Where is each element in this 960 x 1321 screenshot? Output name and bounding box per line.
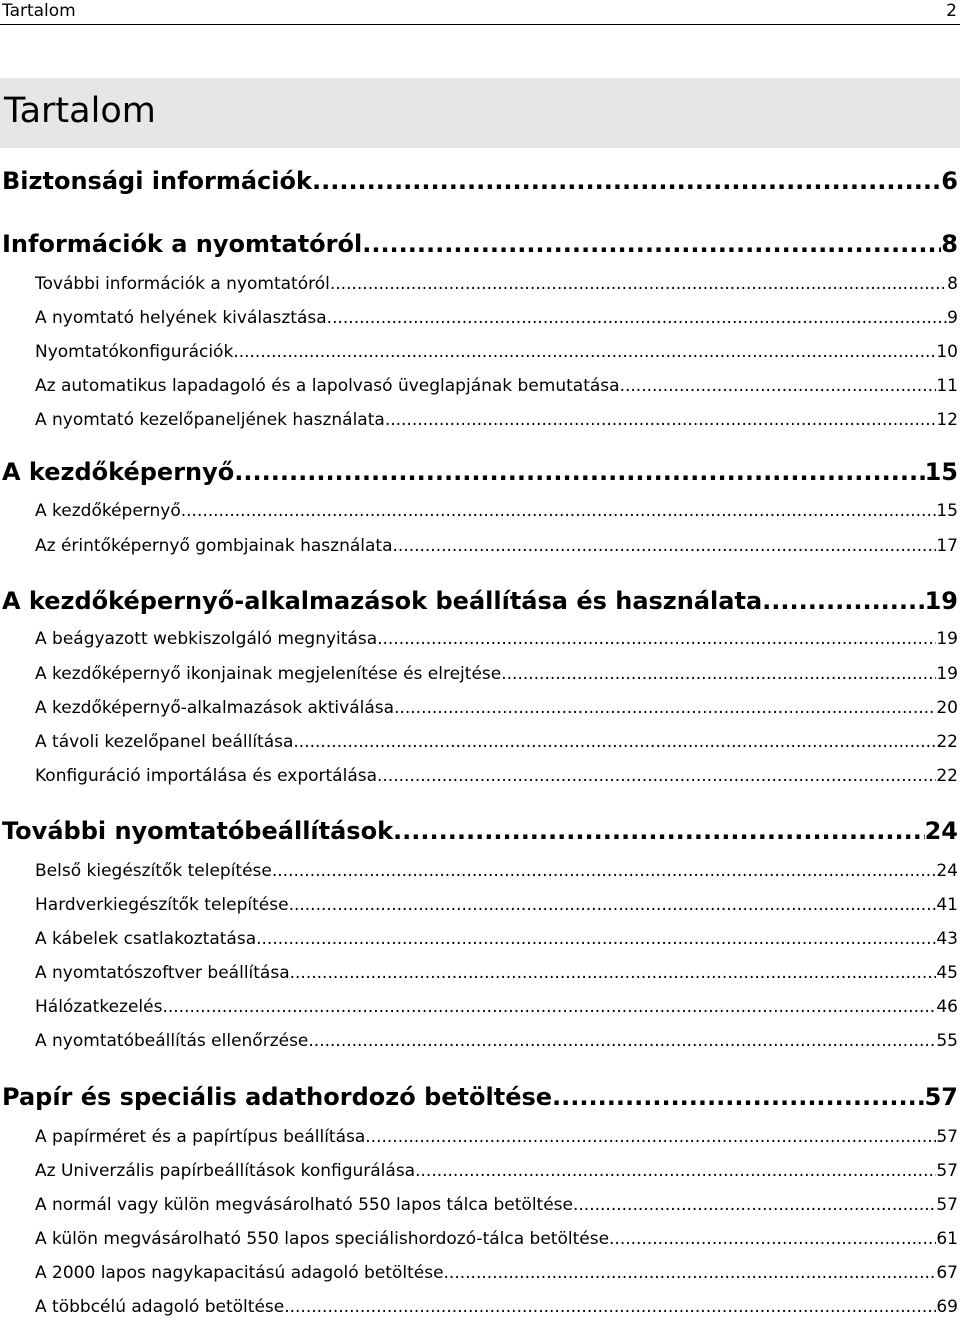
- toc-entry-verify-setup[interactable]: A nyomtatóbeállítás ellenőrzése ..... 55: [35, 1030, 958, 1052]
- dot-leader: [272, 860, 936, 882]
- running-header: [0, 0, 960, 25]
- toc-page-number: 41: [936, 895, 958, 915]
- dot-leader: [620, 375, 937, 397]
- toc-entry-multipurpose-feeder[interactable]: A többcélú adagoló betöltése ..... 69: [35, 1296, 958, 1318]
- dot-leader: [162, 996, 936, 1018]
- dot-leader: [609, 1228, 936, 1250]
- toc-entry-home-screen-chapter[interactable]: A kezdőképernyő ..... 15: [2, 457, 958, 487]
- toc-page-number: 15: [924, 458, 958, 486]
- dot-leader: [365, 1126, 936, 1148]
- toc-page-number: 69: [936, 1297, 958, 1317]
- toc-entry-location[interactable]: A nyomtató helyének kiválasztása ..... 9: [35, 307, 958, 329]
- toc-entry-show-hide-icons[interactable]: A kezdőképernyő ikonjainak megjelenítése és elrejtése ..... 19: [35, 663, 958, 685]
- toc-entry-ews[interactable]: A beágyazott webkiszolgáló megnyitása ..... 19: [35, 628, 958, 650]
- toc-entry-home-screen[interactable]: A kezdőképernyő ..... 15: [35, 500, 958, 522]
- toc-page-number: 8: [947, 274, 958, 294]
- dot-leader: [385, 409, 937, 431]
- dot-leader: [394, 697, 936, 719]
- toc-page-number: 9: [947, 308, 958, 328]
- dot-leader: [290, 962, 937, 984]
- dot-leader: [415, 1160, 936, 1182]
- toc-entry-cables[interactable]: A kábelek csatlakoztatása ..... 43: [35, 928, 958, 950]
- toc-entry-adf-scanner-glass[interactable]: Az automatikus lapadagoló és a lapolvasó üveglapjának bemutatása ..... 11: [35, 375, 958, 397]
- toc-page-number: 55: [936, 1031, 958, 1051]
- toc-entry-import-export[interactable]: Konfiguráció importálása és exportálása ..... 22: [35, 765, 958, 787]
- toc-entry-touch-buttons[interactable]: Az érintőképernyő gombjainak használata ..... 17: [35, 535, 958, 557]
- toc-entry-activate-apps[interactable]: A kezdőképernyő-alkalmazások aktiválása ..... 20: [35, 697, 958, 719]
- dot-leader: [308, 1030, 936, 1052]
- toc-entry-universal-paper[interactable]: Az Univerzális papírbeállítások konfigurálása ..... 57: [35, 1160, 958, 1182]
- toc-entry-printer-setup-chapter[interactable]: További nyomtatóbeállítások ..... 24: [2, 816, 958, 846]
- toc-page-number: 24: [924, 817, 958, 845]
- dot-leader: [377, 628, 936, 650]
- toc-page-number: 19: [936, 664, 958, 684]
- toc-entry-home-apps-chapter[interactable]: A kezdőképernyő-alkalmazások beállítása és használata ..... 19: [2, 586, 958, 616]
- toc-page-number: 22: [936, 732, 958, 752]
- toc-page-number: 57: [936, 1195, 958, 1215]
- toc-page-number: 57: [924, 1083, 958, 1111]
- toc-page-number: 57: [936, 1161, 958, 1181]
- dot-leader: [552, 1082, 925, 1112]
- toc-entry-550-specialty-tray[interactable]: A külön megvásárolható 550 lapos speciálishordozó-tálca betöltése ..... 61: [35, 1228, 958, 1250]
- dot-leader: [392, 535, 936, 557]
- toc-page-number: 45: [936, 963, 958, 983]
- dot-leader: [573, 1194, 936, 1216]
- toc-page-number: 67: [936, 1263, 958, 1283]
- toc-page-number: 10: [936, 342, 958, 362]
- page-title: Tartalom: [4, 91, 156, 131]
- toc-page-number: 11: [936, 376, 958, 396]
- dot-leader: [233, 341, 936, 363]
- toc-entry-2000-feeder[interactable]: A 2000 lapos nagykapacitású adagoló betöltése ..... 67: [35, 1262, 958, 1284]
- toc-entry-control-panel[interactable]: A nyomtató kezelőpaneljének használata ..... 12: [35, 409, 958, 431]
- dot-leader: [312, 166, 941, 196]
- dot-leader: [289, 894, 937, 916]
- toc-page-number: 19: [924, 587, 958, 615]
- header-page-number: 2: [946, 1, 957, 21]
- dot-leader: [293, 731, 936, 753]
- toc-entry-internal-options[interactable]: Belső kiegészítők telepítése ..... 24: [35, 860, 958, 882]
- toc-page-number: 19: [936, 629, 958, 649]
- toc-page-number: 57: [936, 1127, 958, 1147]
- toc-page-number: 61: [936, 1229, 958, 1249]
- dot-leader: [762, 586, 924, 616]
- toc-page-number: 17: [936, 536, 958, 556]
- toc-entry-networking[interactable]: Hálózatkezelés ..... 46: [35, 996, 958, 1018]
- toc-page-number: 46: [936, 997, 958, 1017]
- toc-entry-more-info[interactable]: További információk a nyomtatóról ..... 8: [35, 273, 958, 295]
- header-section-title: Tartalom: [2, 1, 76, 21]
- dot-leader: [444, 1262, 937, 1284]
- dot-leader: [501, 663, 936, 685]
- dot-leader: [327, 307, 948, 329]
- toc-entry-remote-panel[interactable]: A távoli kezelőpanel beállítása ..... 22: [35, 731, 958, 753]
- dot-leader: [393, 816, 925, 846]
- toc-entry-paper-loading-chapter[interactable]: Papír és speciális adathordozó betöltése ..... 57: [2, 1082, 958, 1112]
- dot-leader: [234, 457, 924, 487]
- toc-page-number: 24: [936, 861, 958, 881]
- title-band: [0, 78, 960, 148]
- toc-page-number: 22: [936, 766, 958, 786]
- toc-entry-software[interactable]: A nyomtatószoftver beállítása ..... 45: [35, 962, 958, 984]
- toc-page-number: 43: [936, 929, 958, 949]
- dot-leader: [362, 229, 941, 259]
- toc-page-number: 12: [936, 410, 958, 430]
- dot-leader: [284, 1296, 936, 1318]
- toc-page-number: 15: [936, 501, 958, 521]
- toc-entry-paper-size-type[interactable]: A papírméret és a papírtípus beállítása ..... 57: [35, 1126, 958, 1148]
- toc-entry-550-tray[interactable]: A normál vagy külön megvásárolható 550 lapos tálca betöltése ..... 57: [35, 1194, 958, 1216]
- toc-page-number: 6: [941, 167, 958, 195]
- toc-entry-safety[interactable]: Biztonsági információk ..... 6: [2, 166, 958, 196]
- dot-leader: [256, 928, 936, 950]
- toc-page-number: 20: [936, 698, 958, 718]
- toc-entry-hardware-options[interactable]: Hardverkiegészítők telepítése ..... 41: [35, 894, 958, 916]
- dot-leader: [377, 765, 936, 787]
- toc-entry-configurations[interactable]: Nyomtatókonfigurációk ..... 10: [35, 341, 958, 363]
- toc-page-number: 8: [941, 230, 958, 258]
- toc-entry-printer-info[interactable]: Információk a nyomtatóról ..... 8: [2, 229, 958, 259]
- dot-leader: [181, 500, 937, 522]
- dot-leader: [330, 273, 947, 295]
